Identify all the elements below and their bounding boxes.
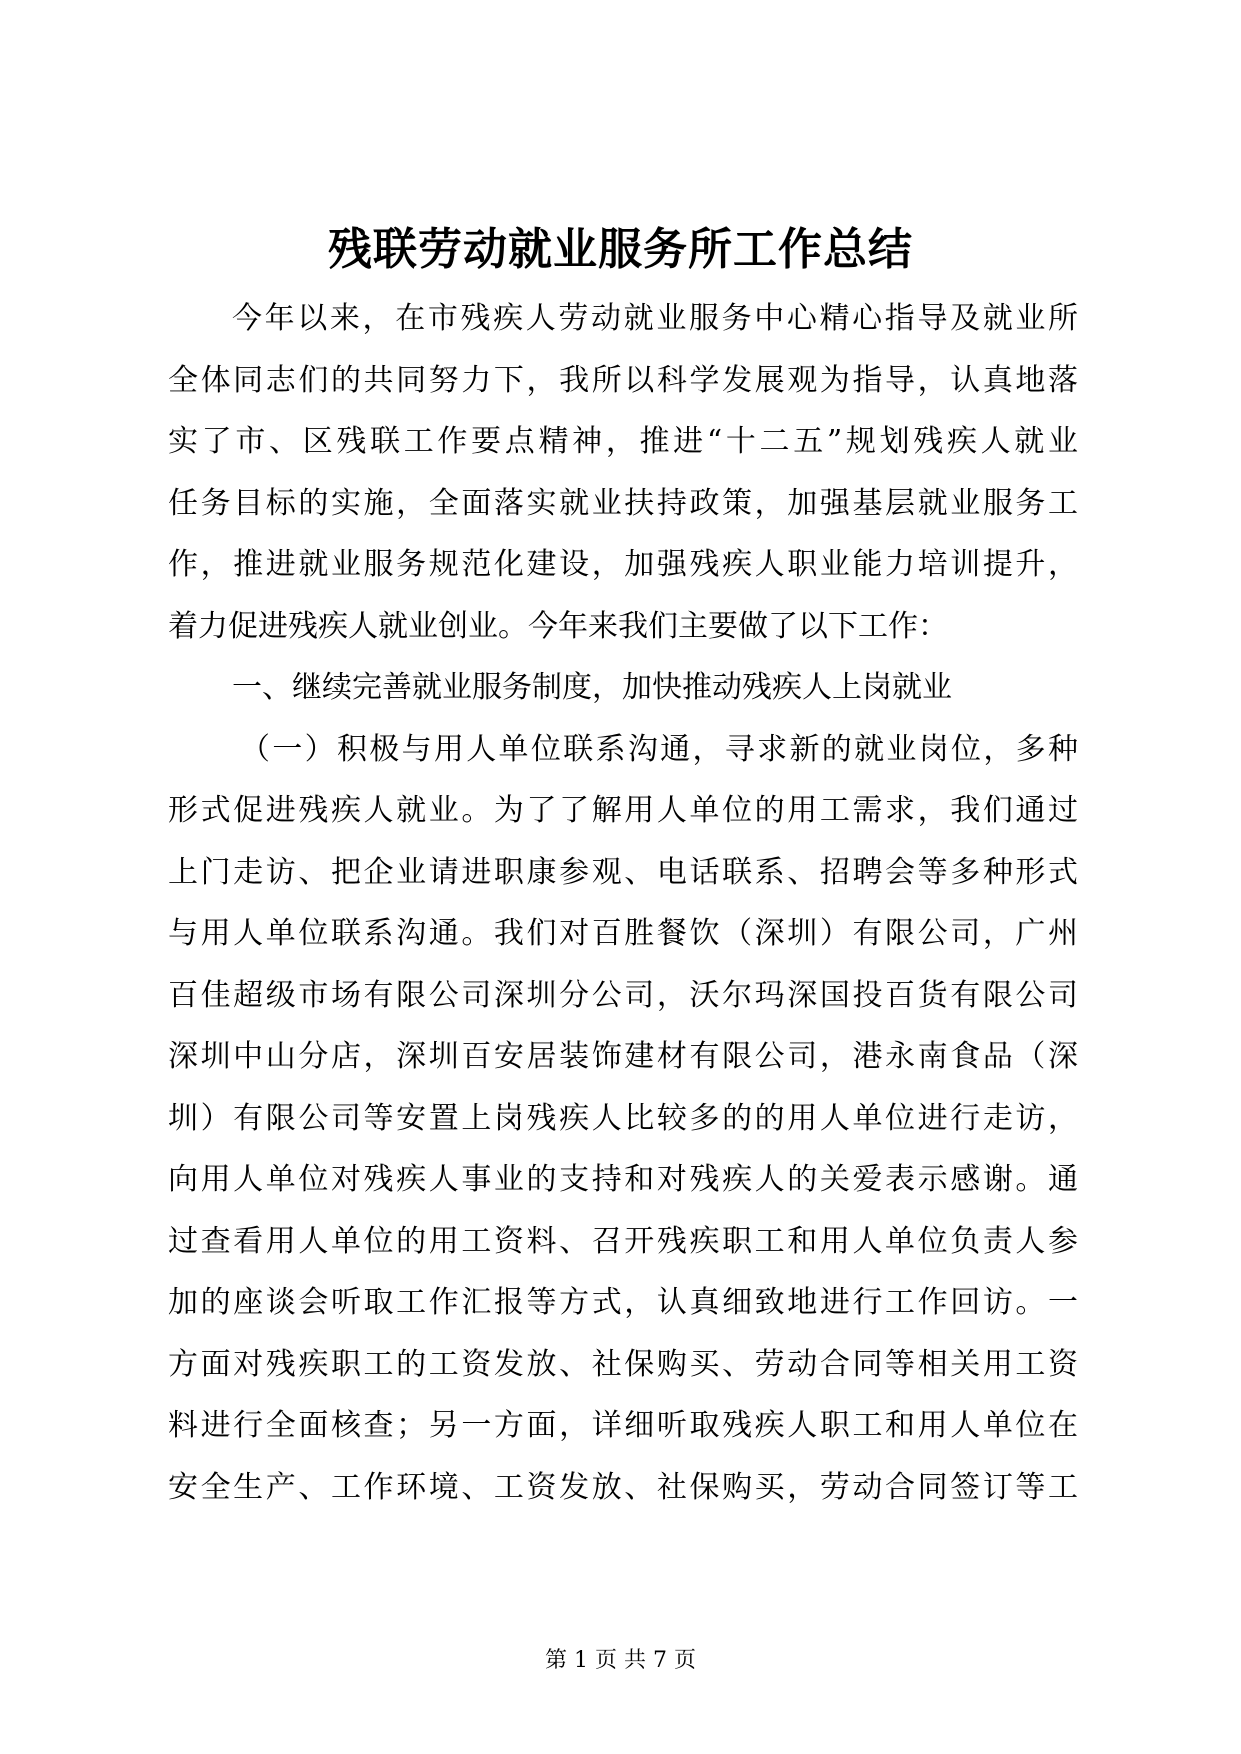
page-footer: 第 1 页 共 7 页	[545, 1648, 696, 1673]
body-line: 深圳中山分店，深圳百安居装饰建材有限公司，港永南食品（深	[168, 1039, 1078, 1074]
body-line: 料进行全面核查；另一方面，详细听取残疾人职工和用人单位在	[168, 1408, 1078, 1443]
document-title: 残联劳动就业服务所工作总结	[328, 224, 913, 275]
body-line: 向用人单位对残疾人事业的支持和对残疾人的关爱表示感谢。通	[168, 1162, 1078, 1197]
body-line: 着力促进残疾人就业创业。今年来我们主要做了以下工作：	[168, 608, 948, 644]
subsection-line: （一）积极与用人单位联系沟通，寻求新的就业岗位，多种	[240, 731, 1078, 767]
body-line: 今年以来，在市残疾人劳动就业服务中心精心指导及就业所	[232, 301, 1078, 336]
section-heading: 一、继续完善就业服务制度，加快推动残疾人上岗就业	[232, 670, 952, 705]
body-line: 百佳超级市场有限公司深圳分公司，沃尔玛深国投百货有限公司	[168, 977, 1078, 1013]
body-line: 安全生产、工作环境、工资发放、社保购买，劳动合同签订等工	[168, 1469, 1078, 1505]
body-line: 作，推进就业服务规范化建设，加强残疾人职业能力培训提升，	[168, 547, 1078, 582]
body-line: 全体同志们的共同努力下，我所以科学发展观为指导，认真地落	[168, 362, 1078, 398]
body-line: 任务目标的实施，全面落实就业扶持政策，加强基层就业服务工	[168, 485, 1078, 521]
body-line: 方面对残疾职工的工资发放、社保购买、劳动合同等相关用工资	[168, 1346, 1078, 1382]
body-line: 圳）有限公司等安置上岗残疾人比较多的的用人单位进行走访，	[168, 1100, 1078, 1136]
body-line: 过查看用人单位的用工资料、召开残疾职工和用人单位负责人参	[168, 1223, 1078, 1259]
body-line: 实了市、区残联工作要点精神，推进“十二五”规划残疾人就业	[168, 424, 1078, 459]
body-line: 与用人单位联系沟通。我们对百胜餐饮（深圳）有限公司，广州	[168, 916, 1078, 951]
body-line: 加的座谈会听取工作汇报等方式，认真细致地进行工作回访。一	[168, 1285, 1078, 1320]
body-line: 上门走访、把企业请进职康参观、电话联系、招聘会等多种形式	[168, 854, 1078, 890]
body-line: 形式促进残疾人就业。为了了解用人单位的用工需求，我们通过	[168, 793, 1078, 828]
document-body	[168, 288, 1078, 1518]
